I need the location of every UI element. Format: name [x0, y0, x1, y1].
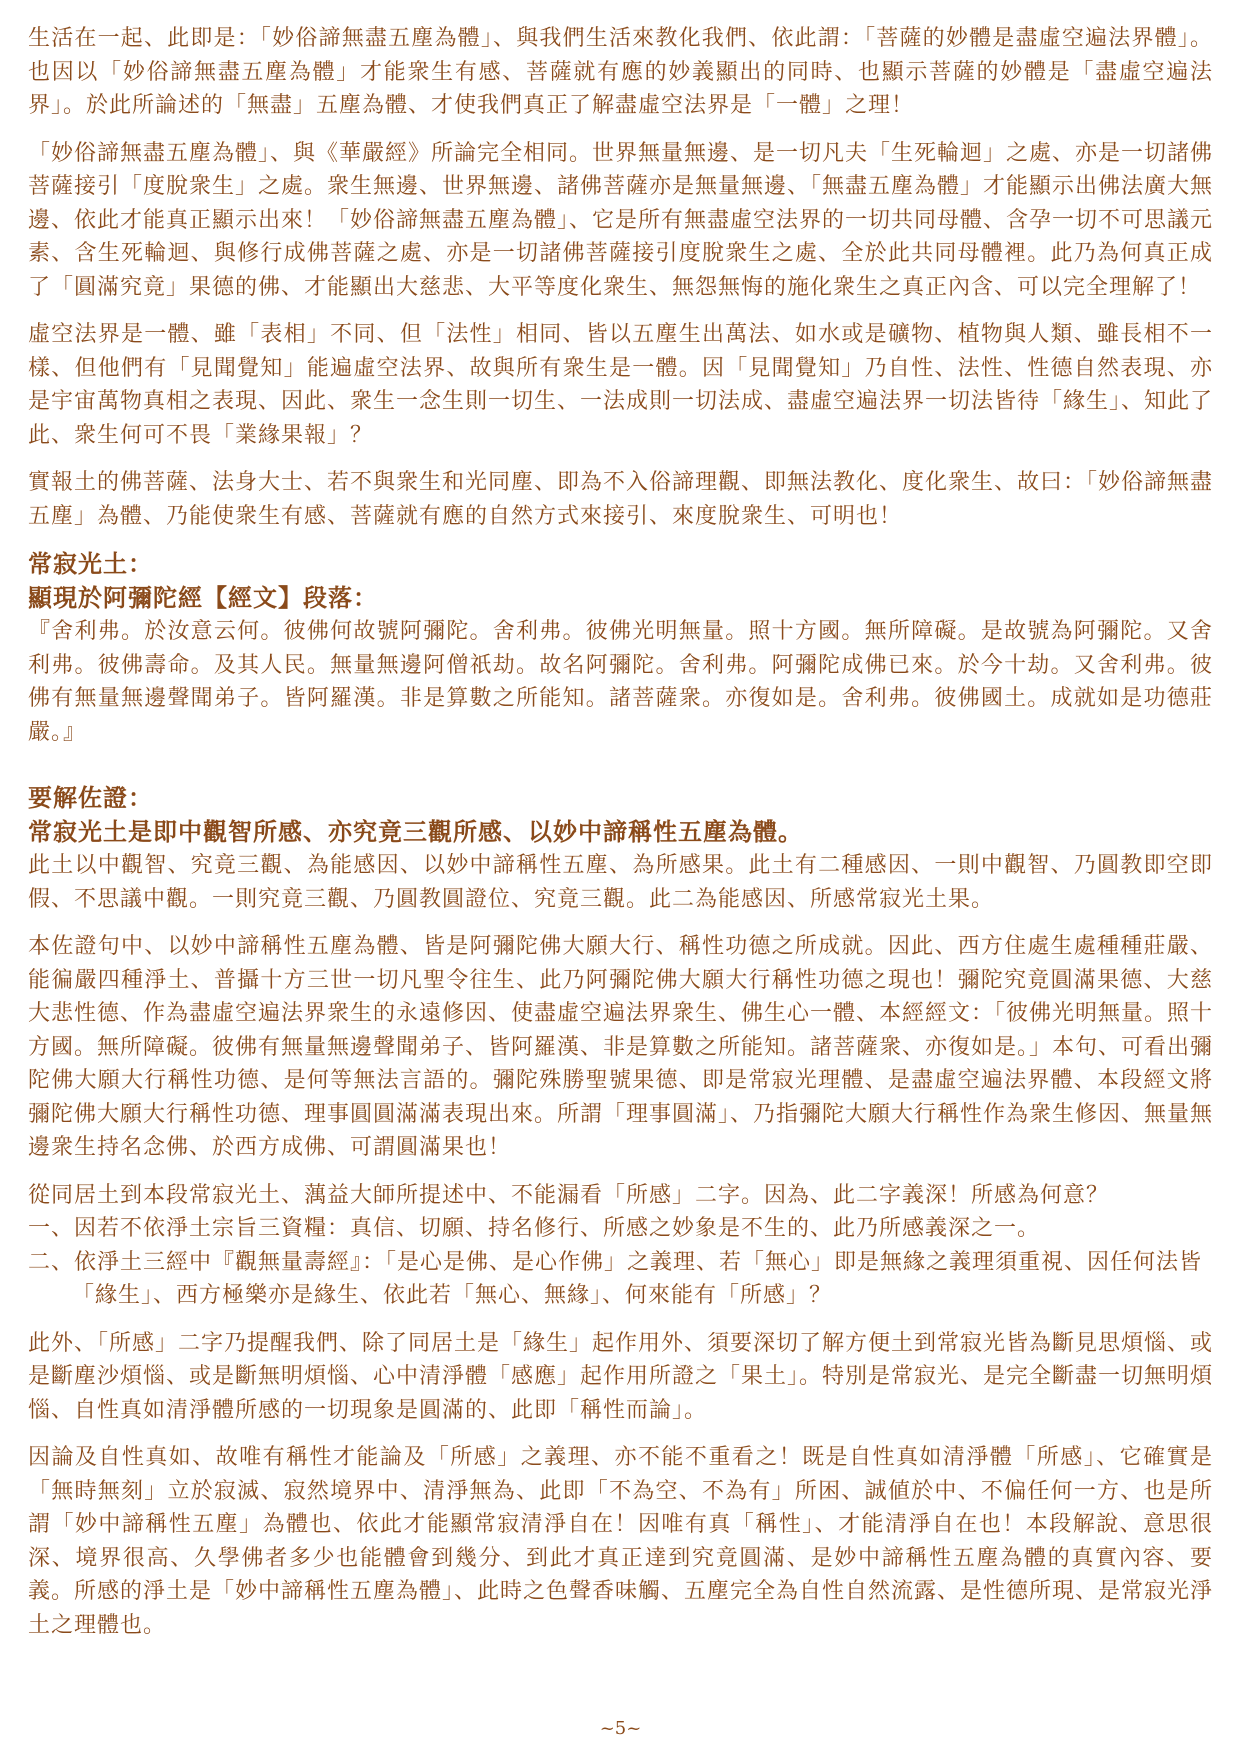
paragraph-9: 此外、「所感」二字乃提醒我們、除了同居土是「緣生」起作用外、須要深切了解方便土到常寂光皆為斷見思煩惱、或是斷塵沙煩惱、或是斷無明煩惱、心中清淨體「感應」起作用所證之「果土」。特別是常寂光、是完全斷盡一切無明煩惱、自性真如清淨體所感的一切現象是圓滿的、此即「稱性而論」。: [28, 1330, 1214, 1423]
page-number: ~5~: [599, 1718, 642, 1739]
section-heading-evidence: 要解佐證：: [28, 783, 153, 812]
paragraph-7: 本佐證句中、以妙中諦稱性五塵為體、皆是阿彌陀佛大願大行、稱性功德之所成就。因此、西方住處生處種種莊嚴、能徧嚴四種淨土、普攝十方三世一切凡聖令往生、此乃阿彌陀佛大願大行稱性功德之現也！彌陀究竟圓滿果德、大慈大悲性德、作為盡虛空遍法界衆生的永遠修因、使盡虛空遍法界衆生、佛生心一體、本經經文：「彼佛光明無量。照十方國。無所障礙。彼佛有無量無邊聲聞弟子、皆阿羅漢、非是算數之所能知。諸菩薩衆、亦復如是。」本句、可看出彌陀佛大願大行稱性功德、是何等無法言語的。彌陀殊勝聖號果德、即是常寂光理體、是盡虛空遍法界體、本段經文將彌陀佛大願大行稱性功德、理事圓圓滿滿表現出來。所謂「理事圓滿」、乃指彌陀大願大行稱性作為衆生修因、無量無邊衆生持名念佛、於西方成佛、可謂圓滿果也！: [28, 934, 1214, 1160]
document-page: [28, 22, 1213, 1656]
section-heading-sutra-passage: 顯現於阿彌陀經【經文】段落：: [28, 583, 378, 612]
list-item-2: 二、依淨土三經中『觀無量壽經』：「是心是佛、是心作佛」之義理、若「無心」即是無緣之義理須重視、因任何法皆「緣生」、西方極樂亦是緣生、依此若「無心、無緣」、何來能有「所感」？: [28, 1249, 1203, 1308]
list-item-1: 一、因若不依淨土宗旨三資糧：真信、切願、持名修行、所感之妙象是不生的、此乃所感義深之一。: [28, 1216, 1041, 1241]
spacer: [28, 763, 1213, 781]
paragraph-6: 此土以中觀智、究竟三觀、為能感因、以妙中諦稱性五塵、為所感果。此土有二種感因、一則中觀智、乃圓教即空即假、不思議中觀。一則究竟三觀、乃圓教圓證位、究竟三觀。此二為能感因、所感常寂光土果。: [28, 853, 1213, 912]
sutra-quote: 『舍利弗。於汝意云何。彼佛何故號阿彌陀。舍利弗。彼佛光明無量。照十方國。無所障礙。是故號為阿彌陀。又舍利弗。彼佛壽命。及其人民。無量無邊阿僧祇劫。故名阿彌陀。舍利弗。阿彌陀成佛已來。於今十劫。又舍利弗。彼佛有無量無邊聲聞弟子。皆阿羅漢。非是算數之所能知。諸菩薩衆。亦復如是。舍利弗。彼佛國土。成就如是功德莊嚴。』: [28, 619, 1213, 745]
paragraph-2: 「妙俗諦無盡五塵為體」、與《華嚴經》所論完全相同。世界無量無邊、是一切凡夫「生死輪迴」之處、亦是一切諸佛菩薩接引「度脫衆生」之處。衆生無邊、世界無邊、諸佛菩薩亦是無量無邊、「無盡五塵為體」才能顯示出佛法廣大無邊、依此才能真正顯示出來！「妙俗諦無盡五塵為體」、它是所有無盡虛空法界的一切共同母體、含孕一切不可思議元素、含生死輪迴、與修行成佛菩薩之處、亦是一切諸佛菩薩接引度脫衆生之處、全於此共同母體裡。此乃為何真正成了「圓滿究竟」果德的佛、才能顯出大慈悲、大平等度化衆生、無怨無悔的施化衆生之真正內含、可以完全理解了！: [28, 140, 1214, 300]
section-heading-jakkoko: 常寂光土：: [28, 549, 153, 578]
paragraph-3: 虛空法界是一體、雖「表相」不同、但「法性」相同、皆以五塵生出萬法、如水或是礦物、植物與人類、雖長相不一樣、但他們有「見聞覺知」能遍虛空法界、故與所有衆生是一體。因「見聞覺知」乃自性、法性、性德自然表現、亦是宇宙萬物真相之表現、因此、衆生一念生則一切生、一法成則一切法成、盡虛空遍法界一切法皆待「緣生」、知此了此、衆生何可不畏「業緣果報」？: [28, 322, 1214, 448]
paragraph-1: 生活在一起、此即是：「妙俗諦無盡五塵為體」、與我們生活來教化我們、依此謂：「菩薩的妙體是盡虛空遍法界體」。也因以「妙俗諦無盡五塵為體」才能衆生有感、菩薩就有應的妙義顯出的同時、也顯示菩薩的妙體是「盡虛空遍法界」。於此所論述的「無盡」五塵為體、才使我們真正了解盡虛空法界是「一體」之理！: [28, 26, 1213, 118]
section-heading-thesis: 常寂光土是即中觀智所感、亦究竟三觀所感、以妙中諦稱性五塵為體。: [28, 817, 803, 846]
paragraph-4: 實報土的佛菩薩、法身大士、若不與衆生和光同塵、即為不入俗諦理觀、即無法教化、度化衆生、故曰：「妙俗諦無盡五塵」為體、乃能使衆生有感、菩薩就有應的自然方式來接引、來度脫衆生、可明也！: [28, 470, 1214, 529]
paragraph-10: 因論及自性真如、故唯有稱性才能論及「所感」之義理、亦不能不重看之！既是自性真如清淨體「所感」、它確實是「無時無刻」立於寂滅、寂然境界中、清淨無為、此即「不為空、不為有」所困、誠値於中、不偏任何一方、也是所謂「妙中諦稱性五塵」為體也、依此才能顯常寂清淨自在！因唯有真「稱性」、才能清淨自在也！本段解說、意思很深、境界很高、久學佛者多少也能體會到幾分、到此才真正達到究竟圓滿、是妙中諦稱性五塵為體的真實內容、要義。所感的淨土是「妙中諦稱性五塵為體」、此時之色聲香味觸、五塵完全為自性自然流露、是性德所現、是常寂光淨土之理體也。: [28, 1445, 1214, 1638]
paragraph-8: 從同居土到本段常寂光土、蕅益大師所提述中、不能漏看「所感」二字。因為、此二字義深！所感為何意？: [28, 1182, 1110, 1208]
